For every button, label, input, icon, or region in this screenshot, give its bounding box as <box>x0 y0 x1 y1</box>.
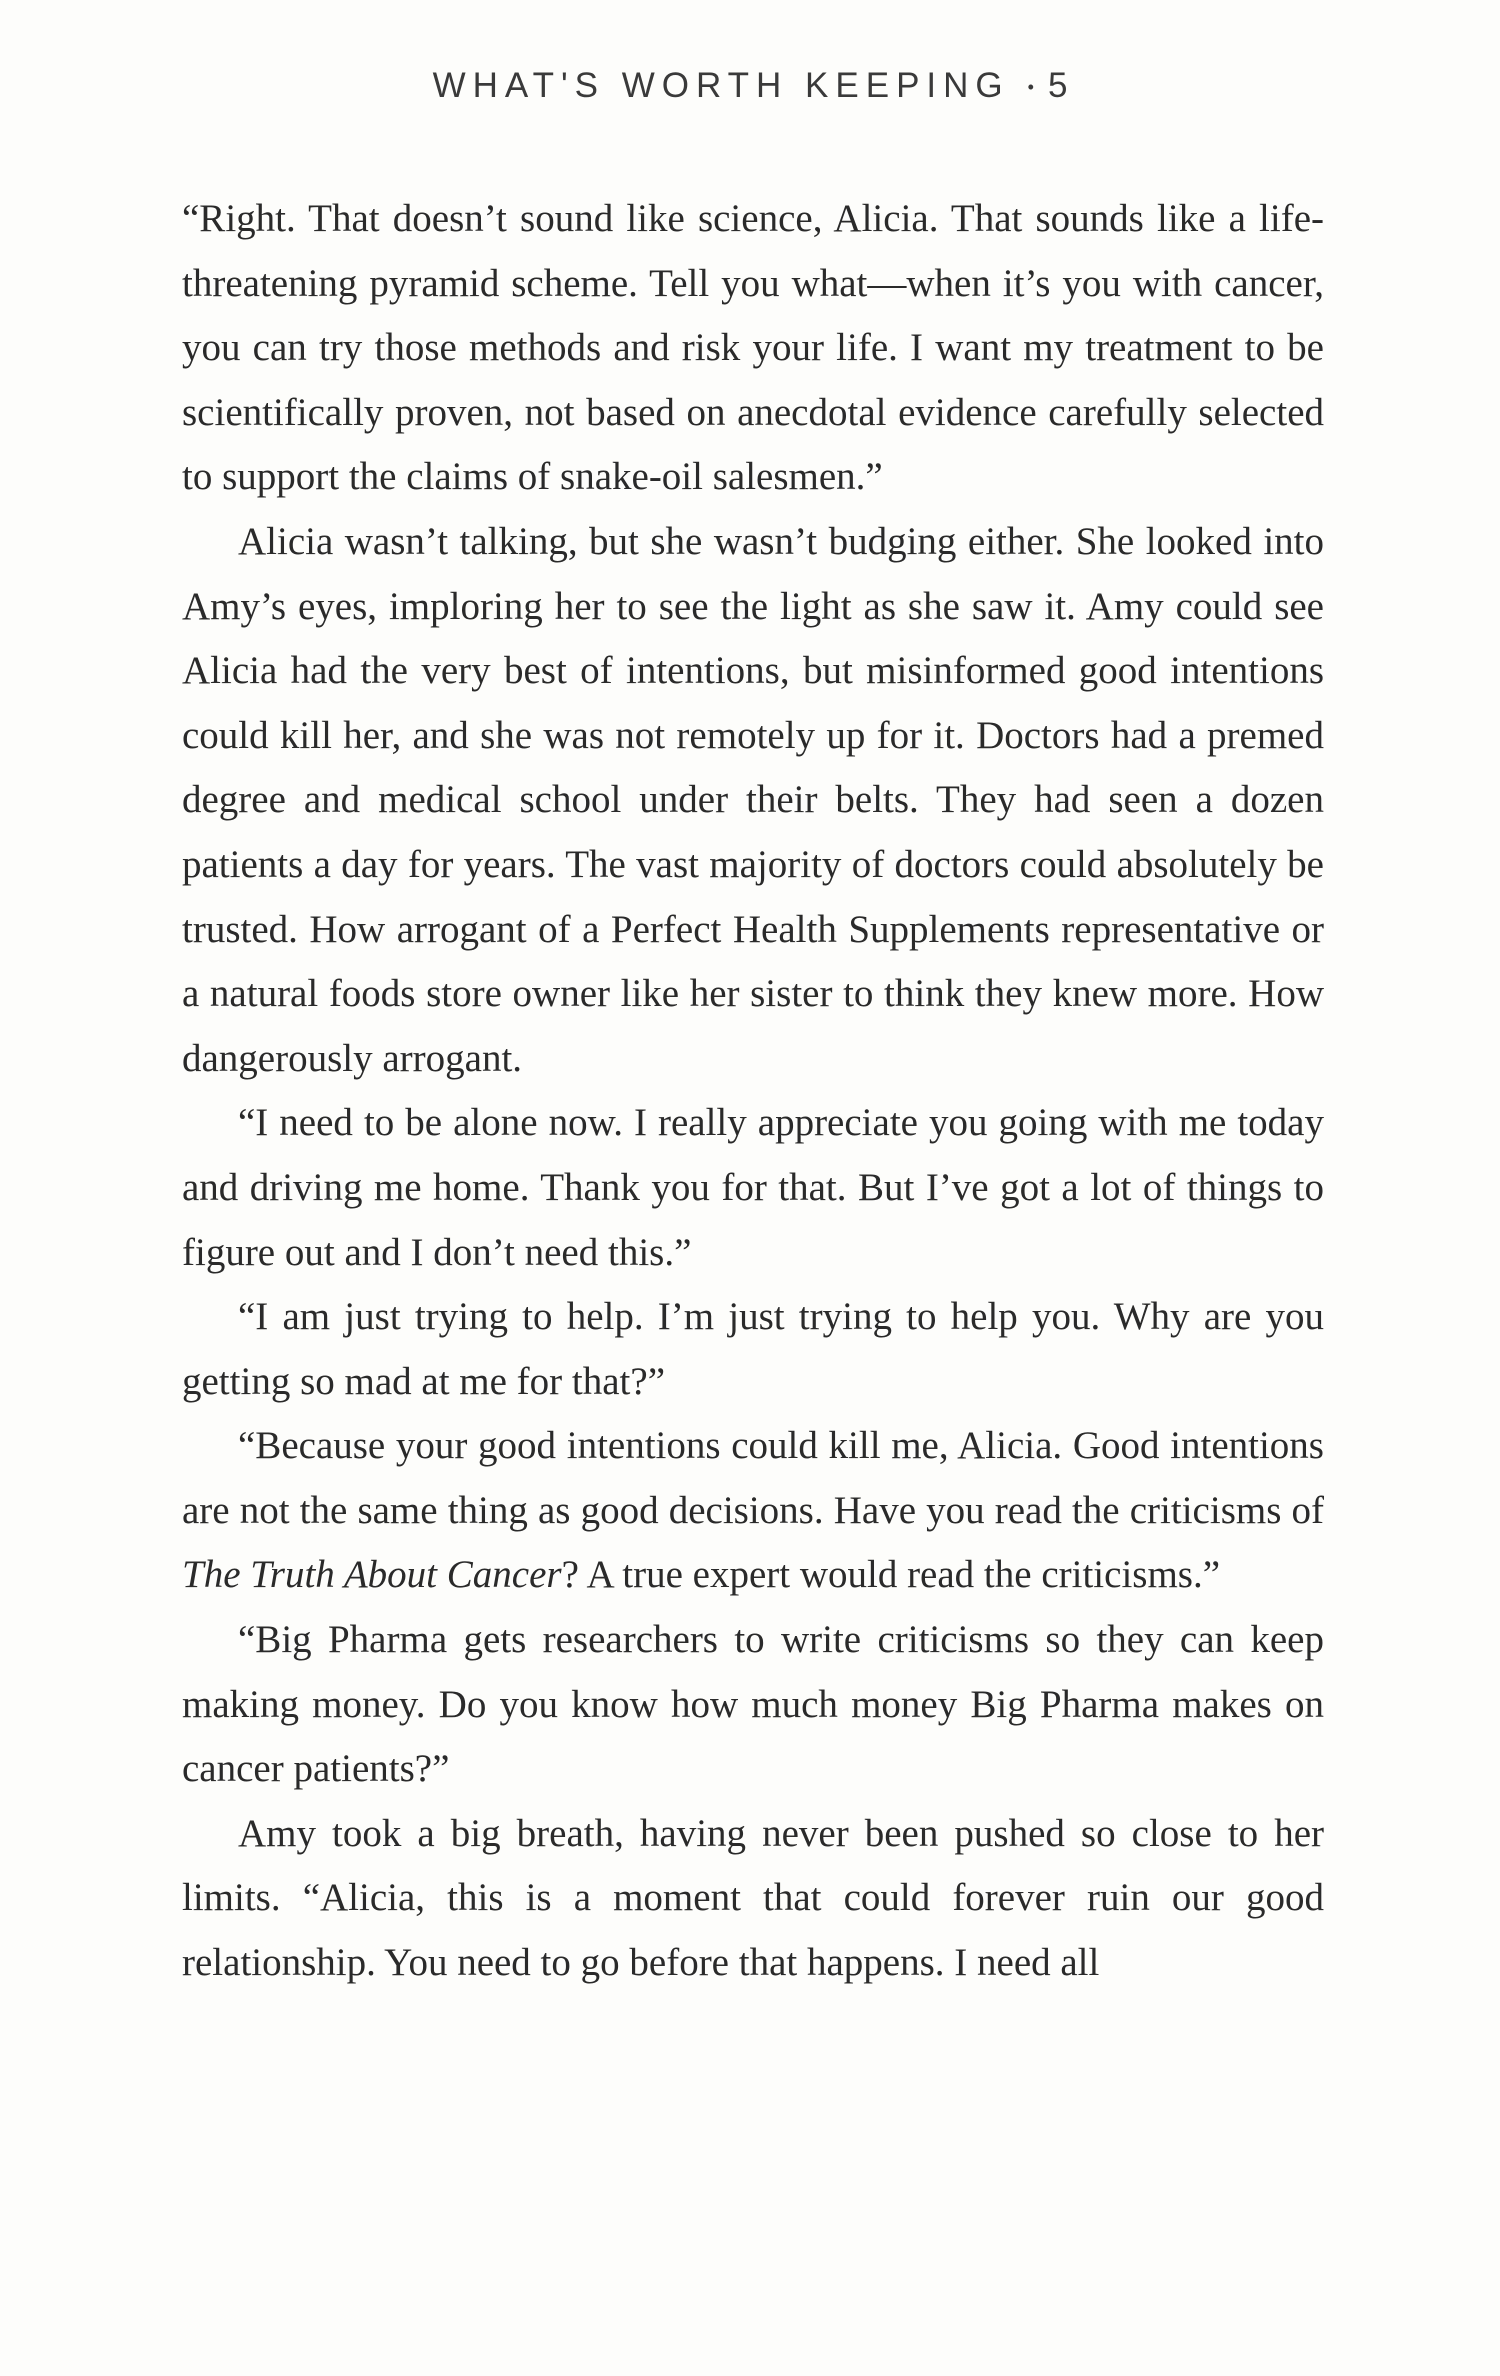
paragraph: “Big Pharma gets researchers to write criticisms so they can keep making money. Do you know how much money Big Pharma makes on cancer patients?” <box>182 1618 1324 1791</box>
paragraph: Amy took a big breath, having never been pushed so close to her limits. “Alicia, this is a moment that could forever ruin our good relationship. You need to go before that happens. I need all <box>182 1811 1324 1985</box>
book-title: The Truth About Cancer <box>182 1553 562 1597</box>
paragraph-text: “Because your good intentions could kill me, Alicia. Good intentions are not the same thing as good decisions. Have you read the criticisms of <box>182 1424 1324 1532</box>
running-head <box>0 66 1500 106</box>
paragraph: Alicia wasn’t talking, but she wasn’t budging either. She looked into Amy’s eyes, imploring her to see the light as she saw it. Amy could see Alicia had the very best of intentions, but misinformed good intentions could kill her, and she was not remotely up for it. Doctors had a premed degree and medical school under their belts. They had seen a dozen patients a day for years. The vast majority of doctors could absolutely be trusted. How arrogant of a Perfect Health Supplements representative or a natural foods store owner like her sister to think they knew more. How dangerously arrogant. <box>182 519 1324 1080</box>
running-title: WHAT'S WORTH KEEPING <box>432 66 1010 105</box>
paragraph: “I am just trying to help. I’m just trying to help you. Why are you getting so mad at me for that?” <box>182 1295 1324 1403</box>
paragraph: “Right. That doesn’t sound like science, Alicia. That sounds like a life-threatening pyramid scheme. Tell you what—when it’s you with cancer, you can try those methods and risk your life. I want my treatment to be scientifically proven, not based on anecdotal evidence carefully selected to support the claims of snake-oil salesmen.” <box>182 197 1324 499</box>
paragraph: “I need to be alone now. I really appreciate you going with me today and driving me home. Thank you for that. But I’ve got a lot of things to figure out and I don’t need this.” <box>182 1101 1324 1274</box>
body-text <box>182 187 1324 1996</box>
separator-bullet: • <box>1027 77 1034 98</box>
page-number: 5 <box>1047 66 1068 105</box>
paragraph <box>182 1414 1324 1608</box>
paragraph-text: ? A true expert would read the criticisms.” <box>561 1553 1221 1597</box>
